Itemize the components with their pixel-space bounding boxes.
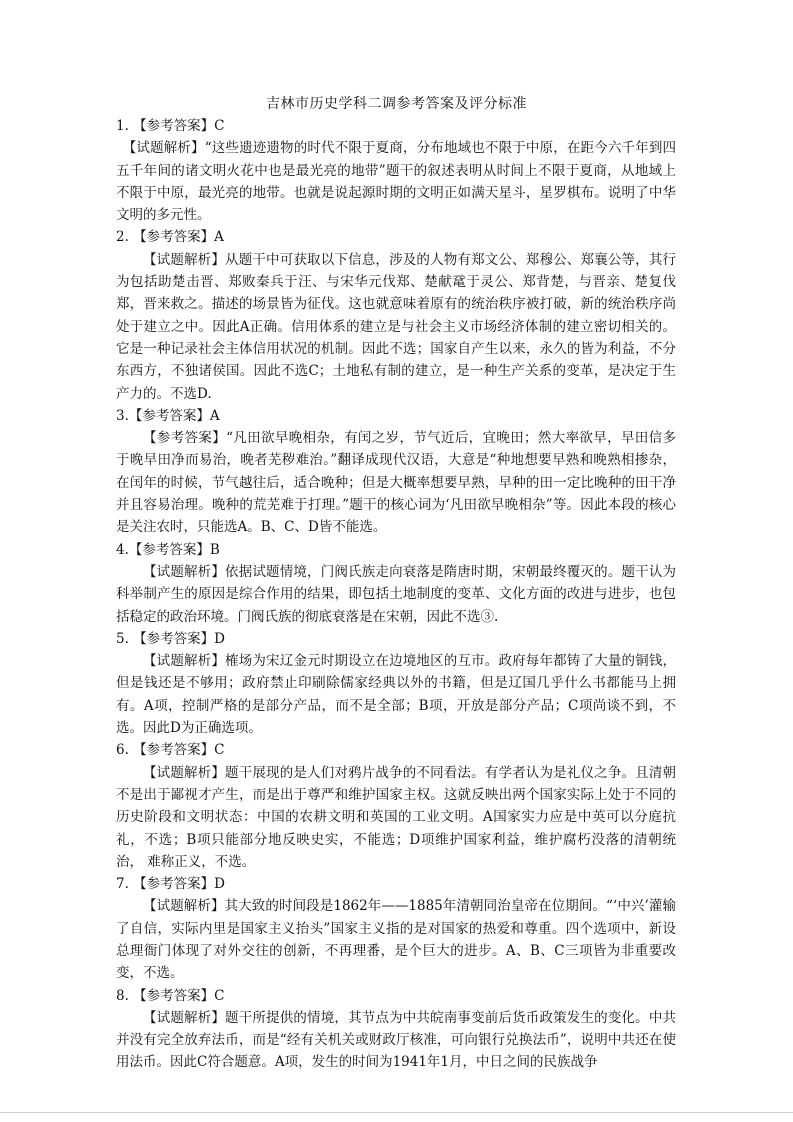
analysis-text: 【试题解析】榷场为宋辽金元时期设立在边境地区的互市。政府每年都铸了大量的铜钱，但是钱还是不够用；政府禁止印刷除儒家经典以外的书籍，但是辽国几乎什么书都能马上拥有。A项，控制严格的是部分产品，而不是全部；B项，开放是部分产品；C项尚谈不到，不选。因此D为正确选项。 bbox=[116, 653, 676, 737]
analysis-text: 【试题解析】依据试题情境，门阀氏族走向衰落是隋唐时期，宋朝最终覆灭的。题干认为科举制产生的原因是综合作用的结果，即包括土地制度的变革、文化方面的改进与进步，也包括稳定的政治环境。门阀氏族的彻底衰落是在宋朝，因此不选③. bbox=[116, 563, 676, 625]
answer-line: 6. 【参考答案】C bbox=[116, 742, 225, 759]
answer-item bbox=[116, 739, 676, 873]
answer-item bbox=[116, 226, 676, 404]
answer-line: 4.【参考答案】B bbox=[116, 541, 220, 558]
analysis-text: 【试题解析】题干所提供的情境，其节点为中共皖南事变前后货币政策发生的变化。中共并没有完全放弃法币，而是“经有关机关或财政厅核准，可向银行兑换法币”，说明中共还在使用法币。因此C符合题意。A项，发生的时间为1941年1月，中日之间的民族战争 bbox=[116, 1009, 676, 1071]
answer-line: 5. 【参考答案】D bbox=[116, 630, 225, 647]
answer-item bbox=[116, 115, 676, 226]
page-bottom-divider bbox=[0, 1112, 793, 1113]
answer-line: 7. 【参考答案】D bbox=[116, 876, 225, 893]
answer-list bbox=[116, 115, 676, 1074]
analysis-text: 【试题解析】“这些遗迹遗物的时代不限于夏商，分布地域也不限于中原，在距今六千年到四五千年间的诸文明火花中也是最光亮的地带”题干的叙述表明从时间上不限于夏商，从地域上不限于中原，最光亮的地带。也就是说起源时期的文明正如满天星斗，星罗棋布。说明了中华文明的多元性。 bbox=[116, 140, 676, 224]
answer-line: 8. 【参考答案】C bbox=[116, 987, 225, 1004]
answer-line: 2. 【参考答案】A bbox=[116, 229, 224, 246]
answer-item bbox=[116, 405, 676, 539]
answer-item bbox=[116, 628, 676, 739]
analysis-text: 【试题解析】从题干中可获取以下信息，涉及的人物有郑文公、郑穆公、郑襄公等，其行为包括助楚击晋、郑败秦兵于汪、与宋华元伐郑、楚献鼋于灵公、郑背楚，与晋亲、楚复伐郑，晋来救之。描述的场景皆为征伐。这也就意味着原有的统治秩序被打破，新的统治秩序尚处于建立之中。因此A正确。信用体系的建立是与社会主义市场经济体制的建立密切相关的。它是一种记录社会主体信用状况的机制。因此不选；国家自产生以来，永久的皆为利益，不分东西方，不独诸侯国。因此不选C；土地私有制的建立，是一种生产关系的变革，是决定于生产力的。不选D. bbox=[116, 251, 676, 402]
answer-item bbox=[116, 873, 676, 984]
analysis-text: 【试题解析】其大致的时间段是1862年——1885年清朝同治皇帝在位期间。“‘中兴’灌输了自信，实际内里是国家主义抬头”国家主义指的是对国家的热爱和尊重。四个选项中，新设总理衙门体现了对外交往的创新，不再理番，是个巨大的进步。A、B、C三项皆为非重要改变，不选。 bbox=[116, 898, 676, 982]
answer-item bbox=[116, 985, 676, 1074]
page-title: 吉林市历史学科二调参考答案及评分标准 bbox=[266, 96, 527, 112]
analysis-text: 【试题解析】题干展现的是人们对鸦片战争的不同看法。有学者认为是礼仪之争。且清朝不是出于鄙视才产生，而是出于尊严和维护国家主权。这就反映出两个国家实际上处于不同的历史阶段和文明状态：中国的农耕文明和英国的工业文明。A国家实力应是中英可以分庭抗礼，不选；B项只能部分地反映史实，不能选；D项维护国家利益，维护腐朽没落的清朝统治， 难称正义，不选。 bbox=[116, 764, 676, 870]
analysis-text: 【参考答案】“凡田欲早晚相杂，有闰之岁，节气近后，宜晚田；然大率欲早，早田信多于晚早田净而易治，晚者芜秽难治。”翻译成现代汉语，大意是“种地想要早熟和晚熟相掺杂，在闰年的时候，节气越往后，适合晚种；但是大概率想要早熟，早种的田一定比晚种的田干净并且容易治理。晚种的荒芜难于打理。”题干的核心词为‘凡田欲早晚相杂”等。因此本段的核心是关注农时，只能选A。B、C、D皆不能选。 bbox=[116, 430, 676, 536]
answer-line: 3.【参考答案】A bbox=[116, 407, 220, 424]
answer-line: 1. 【参考答案】C bbox=[116, 118, 225, 134]
answer-item bbox=[116, 539, 676, 628]
